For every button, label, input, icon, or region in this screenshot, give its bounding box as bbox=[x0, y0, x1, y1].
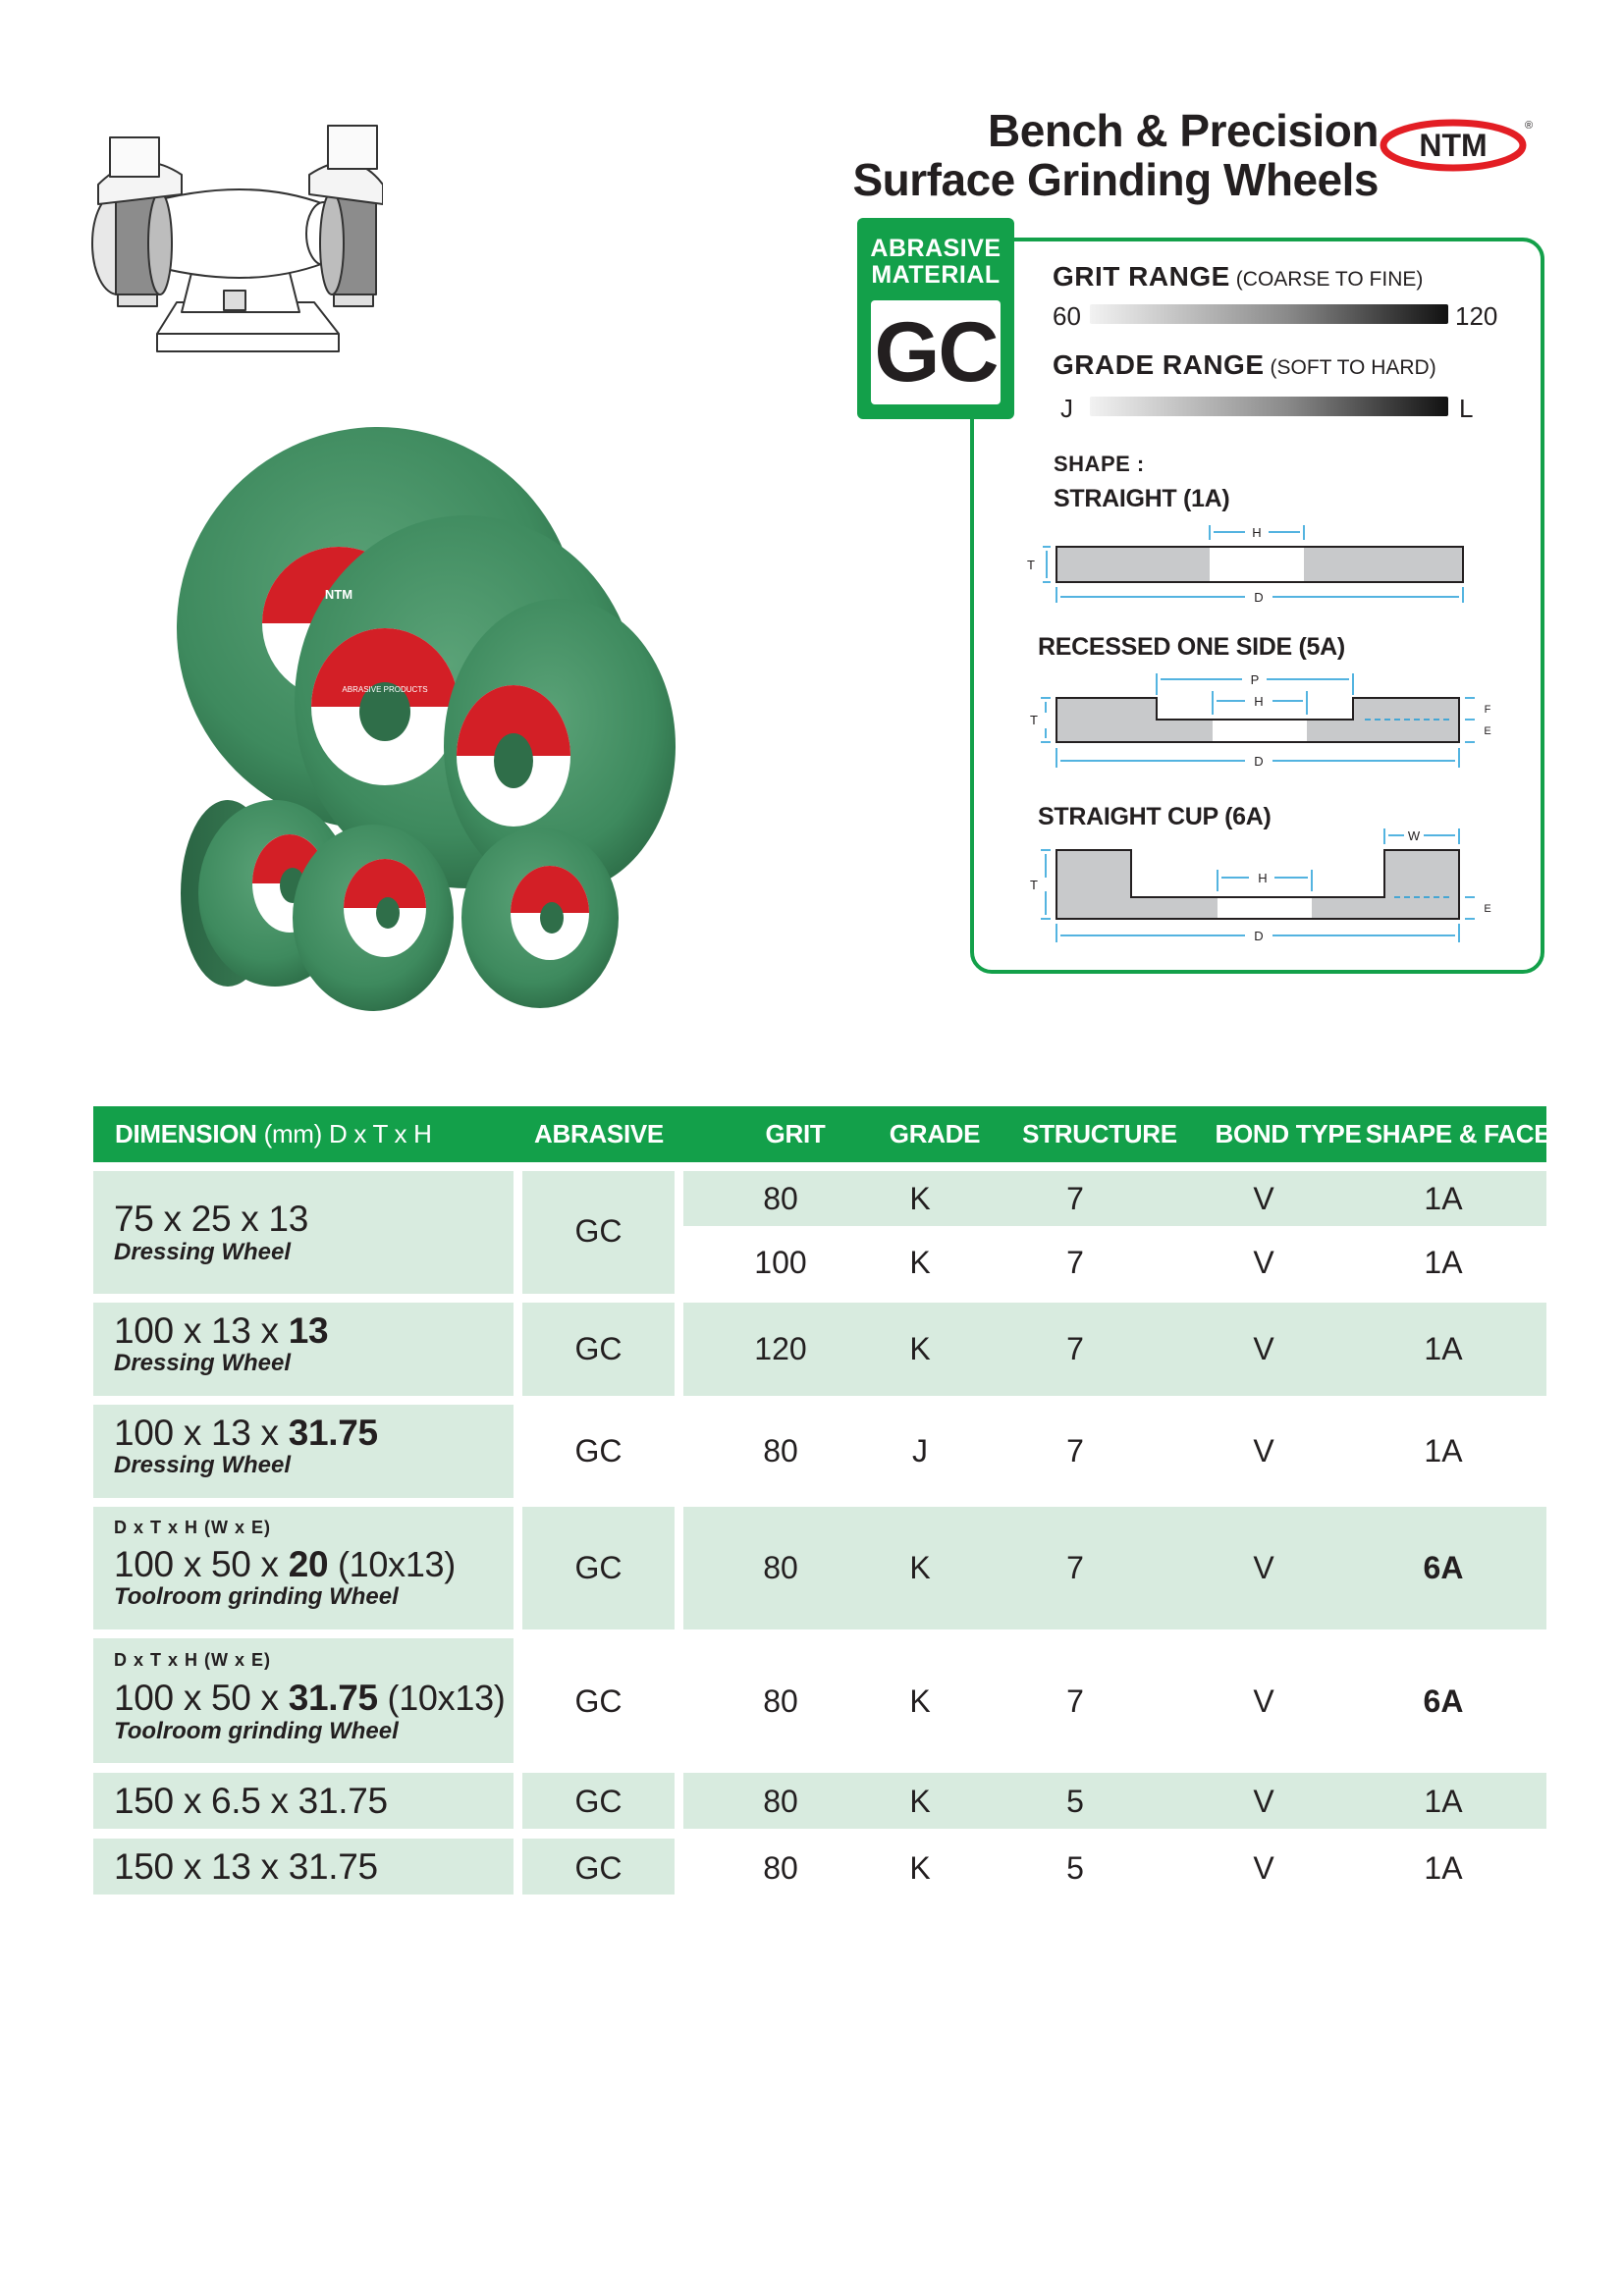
table-header bbox=[93, 1106, 1551, 1162]
row-4-shape: 6A bbox=[1423, 1550, 1464, 1585]
header-grit: GRIT bbox=[765, 1119, 826, 1148]
row-2-abrasive: GC bbox=[574, 1331, 623, 1366]
grade-min: J bbox=[1060, 394, 1073, 423]
registered-mark: ® bbox=[1524, 120, 1534, 132]
row-6-grade: K bbox=[909, 1784, 931, 1819]
header-shape-face: SHAPE & FACE bbox=[1365, 1119, 1551, 1148]
row-7-bond: V bbox=[1253, 1850, 1274, 1886]
ntm-logo bbox=[1379, 116, 1536, 173]
row-2-grit: 120 bbox=[754, 1331, 807, 1366]
row-4-grade: K bbox=[909, 1550, 931, 1585]
dim-e: E bbox=[1484, 903, 1491, 915]
row-6-bond: V bbox=[1253, 1784, 1274, 1819]
row-7-dimension: 150 x 13 x 31.75 bbox=[114, 1846, 378, 1887]
shape-recessed-diagram bbox=[1021, 666, 1507, 775]
row-5-bond: V bbox=[1253, 1683, 1274, 1719]
dim-e: E bbox=[1484, 725, 1491, 737]
bench-grinder-illustration bbox=[88, 116, 383, 381]
badge-label bbox=[857, 236, 1014, 289]
grade-max: L bbox=[1459, 394, 1474, 423]
row-2-grade: K bbox=[909, 1331, 931, 1366]
row-4-dimension-prefix: D x T x H (W x E) bbox=[114, 1518, 272, 1537]
row-4-bond: V bbox=[1253, 1550, 1274, 1585]
wheel-label-text: ABRASIVE PRODUCTS bbox=[342, 685, 428, 694]
row-2-structure: 7 bbox=[1066, 1331, 1084, 1366]
row-1a-grit: 80 bbox=[763, 1181, 798, 1216]
dim-w: W bbox=[1407, 828, 1421, 843]
row-1a-grade: K bbox=[909, 1181, 931, 1216]
dim-d: D bbox=[1254, 590, 1264, 605]
row-3-note: Dressing Wheel bbox=[114, 1452, 292, 1478]
grit-max: 120 bbox=[1455, 301, 1498, 331]
title-line-1: Bench & Precision bbox=[988, 105, 1379, 156]
grade-range-label: GRADE RANGE bbox=[1053, 349, 1265, 380]
row-4-grit: 80 bbox=[763, 1550, 798, 1585]
row-5-structure: 7 bbox=[1066, 1683, 1084, 1719]
header-structure: STRUCTURE bbox=[1022, 1119, 1177, 1148]
row-2-shape: 1A bbox=[1424, 1331, 1463, 1366]
row-5-shape: 6A bbox=[1423, 1683, 1464, 1719]
row-7-grit: 80 bbox=[763, 1850, 798, 1886]
grade-range-bar bbox=[1090, 397, 1448, 416]
dim-h: H bbox=[1258, 871, 1268, 885]
row-1b-grade: K bbox=[909, 1245, 931, 1280]
abrasive-material-badge bbox=[857, 218, 1014, 419]
header-abrasive: ABRASIVE bbox=[534, 1119, 664, 1148]
row-2-note: Dressing Wheel bbox=[114, 1350, 292, 1376]
grade-range-title bbox=[1053, 349, 1436, 381]
header-bond-type: BOND TYPE bbox=[1215, 1119, 1362, 1148]
row-6-shape: 1A bbox=[1424, 1784, 1463, 1819]
page-title bbox=[853, 106, 1380, 204]
shape-straight-diagram bbox=[1021, 510, 1492, 614]
badge-label-line-1: ABRASIVE bbox=[870, 235, 1001, 262]
row-1-abrasive: GC bbox=[574, 1213, 623, 1249]
wheel-small-middle bbox=[293, 825, 454, 1011]
header-grade: GRADE bbox=[889, 1119, 981, 1148]
row-7-structure: 5 bbox=[1066, 1850, 1084, 1886]
dim-t: T bbox=[1030, 878, 1038, 892]
dim-t: T bbox=[1030, 713, 1038, 727]
shape-straight-name: STRAIGHT (1A) bbox=[1054, 485, 1230, 512]
row-5-grade: K bbox=[909, 1683, 931, 1719]
grit-min: 60 bbox=[1053, 301, 1081, 331]
shape-heading: SHAPE : bbox=[1054, 452, 1145, 476]
row-4-abrasive: GC bbox=[574, 1550, 623, 1585]
badge-code-box bbox=[871, 300, 1001, 404]
row-7-grade: K bbox=[909, 1850, 931, 1886]
row-1-dimension: 75 x 25 x 13 bbox=[114, 1199, 308, 1239]
row-1a-shape: 1A bbox=[1424, 1181, 1463, 1216]
row-3-grade: J bbox=[912, 1433, 928, 1468]
shape-cup-name: STRAIGHT CUP (6A) bbox=[1038, 803, 1272, 830]
ntm-logo-text: NTM bbox=[1419, 128, 1488, 163]
row-7-abrasive: GC bbox=[574, 1850, 623, 1886]
grit-range-subtitle: (COARSE TO FINE) bbox=[1235, 268, 1424, 291]
grit-range-label: GRIT RANGE bbox=[1053, 261, 1230, 292]
row-1b-structure: 7 bbox=[1066, 1245, 1084, 1280]
row-5-dimension: 100 x 50 x 31.75 (10x13) bbox=[114, 1678, 506, 1718]
row-6-structure: 5 bbox=[1066, 1784, 1084, 1819]
grade-range-subtitle: (SOFT TO HARD) bbox=[1270, 356, 1436, 379]
row-1-note: Dressing Wheel bbox=[114, 1239, 292, 1265]
row-1b-shape: 1A bbox=[1424, 1245, 1463, 1280]
row-4-note: Toolroom grinding Wheel bbox=[114, 1583, 399, 1610]
dim-f: F bbox=[1484, 704, 1491, 716]
row-3-bond: V bbox=[1253, 1433, 1274, 1468]
wheel-small-right bbox=[461, 828, 619, 1008]
row-3-dimension: 100 x 13 x 31.75 bbox=[114, 1413, 378, 1453]
row-1b-grit: 100 bbox=[754, 1245, 807, 1280]
row-6-abrasive: GC bbox=[574, 1784, 623, 1819]
row-4-dimension: 100 x 50 x 20 (10x13) bbox=[114, 1544, 456, 1584]
row-2-bond: V bbox=[1253, 1331, 1274, 1366]
grit-range-title bbox=[1053, 261, 1423, 293]
dim-t: T bbox=[1027, 558, 1035, 572]
title-line-2: Surface Grinding Wheels bbox=[852, 154, 1379, 205]
grit-range-bar bbox=[1090, 304, 1448, 324]
grinding-wheels-photo bbox=[167, 422, 677, 1041]
row-6-dimension: 150 x 6.5 x 31.75 bbox=[114, 1781, 388, 1821]
row-3-shape: 1A bbox=[1424, 1433, 1463, 1468]
row-5-dimension-prefix: D x T x H (W x E) bbox=[114, 1650, 272, 1670]
row-5-grit: 80 bbox=[763, 1683, 798, 1719]
shape-recessed-name: RECESSED ONE SIDE (5A) bbox=[1038, 633, 1345, 661]
row-3-abrasive: GC bbox=[574, 1433, 623, 1468]
row-7-shape: 1A bbox=[1424, 1850, 1463, 1886]
header-dimension: DIMENSION (mm) D x T x H bbox=[115, 1119, 432, 1148]
shape-cup-diagram bbox=[1021, 821, 1507, 958]
abrasive-code: GC bbox=[874, 305, 998, 400]
row-4-structure: 7 bbox=[1066, 1550, 1084, 1585]
row-3-structure: 7 bbox=[1066, 1433, 1084, 1468]
row-1a-bond: V bbox=[1253, 1181, 1274, 1216]
row-1b-bond: V bbox=[1253, 1245, 1274, 1280]
badge-label-line-2: MATERIAL bbox=[871, 261, 1001, 289]
dim-d: D bbox=[1254, 929, 1264, 943]
row-5-abrasive: GC bbox=[574, 1683, 623, 1719]
wheel-label-brand: NTM bbox=[324, 587, 353, 602]
row-1a-structure: 7 bbox=[1066, 1181, 1084, 1216]
dim-h: H bbox=[1252, 525, 1262, 540]
dim-d: D bbox=[1254, 754, 1264, 769]
row-6-grit: 80 bbox=[763, 1784, 798, 1819]
dim-p: P bbox=[1250, 672, 1260, 687]
dim-h: H bbox=[1254, 694, 1264, 709]
row-2-dimension: 100 x 13 x 13 bbox=[114, 1310, 329, 1351]
row-3-grit: 80 bbox=[763, 1433, 798, 1468]
row-5-note: Toolroom grinding Wheel bbox=[114, 1718, 399, 1744]
